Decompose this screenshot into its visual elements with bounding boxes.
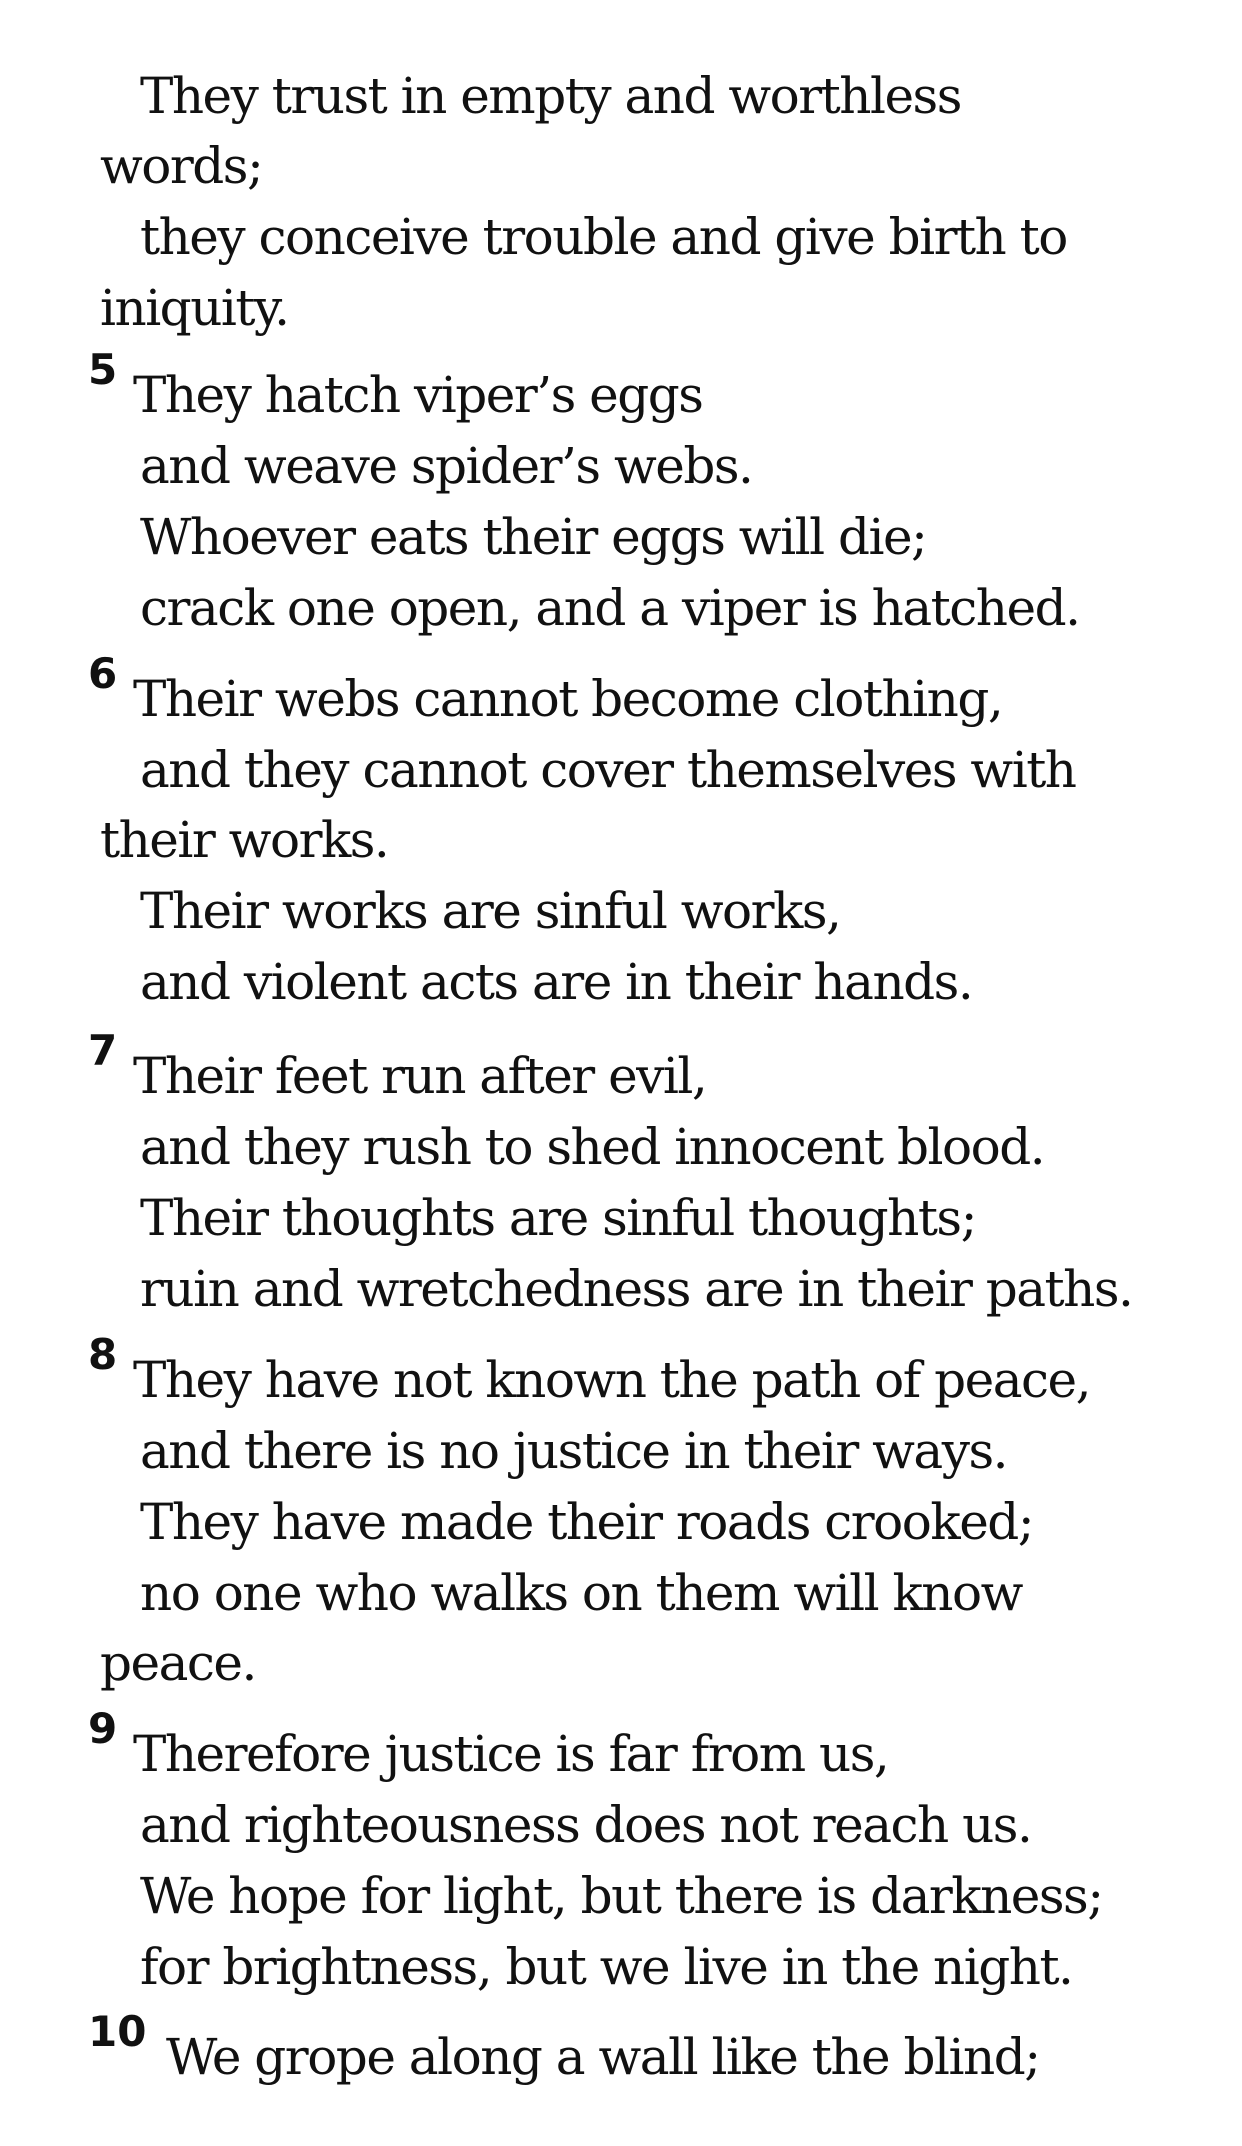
poetry-line: They hatch viper’s eggs: [133, 366, 703, 424]
poetry-line: Their works are sinful works,: [140, 882, 841, 940]
poetry-line: and there is no justice in their ways.: [140, 1422, 1008, 1480]
poetry-line: Their feet run after evil,: [133, 1047, 707, 1105]
poetry-line: Therefore justice is far from us,: [133, 1725, 889, 1783]
poetry-line: Whoever eats their eggs will die;: [140, 508, 927, 566]
verse-number: 7: [88, 1026, 118, 1075]
verse-number: 5: [88, 345, 118, 394]
poetry-line: and righteousness does not reach us.: [140, 1796, 1032, 1854]
poetry-line: and violent acts are in their hands.: [140, 953, 973, 1011]
poetry-line: crack one open, and a viper is hatched.: [140, 579, 1080, 637]
poetry-line: We grope along a wall like the blind;: [166, 2028, 1040, 2086]
poetry-line: for brightness, but we live in the night.: [140, 1938, 1073, 1996]
poetry-line: Their thoughts are sinful thoughts;: [140, 1189, 976, 1247]
poetry-line: and they rush to shed innocent blood.: [140, 1118, 1045, 1176]
verse-number: 6: [88, 649, 118, 698]
poetry-line: ruin and wretchedness are in their paths.: [140, 1260, 1133, 1318]
poetry-line-wrap: words;: [100, 137, 263, 195]
poetry-line-wrap: iniquity.: [100, 279, 289, 337]
poetry-line: they conceive trouble and give birth to: [140, 208, 1067, 266]
poetry-line: and they cannot cover themselves with: [140, 741, 1076, 799]
poetry-line: and weave spider’s webs.: [140, 437, 753, 495]
verse-number: 8: [88, 1330, 118, 1379]
verse-number: 10: [88, 2007, 147, 2056]
poetry-line: They trust in empty and worthless: [140, 67, 961, 125]
poetry-line: They have made their roads crooked;: [140, 1493, 1034, 1551]
poetry-line: They have not known the path of peace,: [133, 1351, 1090, 1409]
verse-number: 9: [88, 1704, 118, 1753]
poetry-line-wrap: peace.: [100, 1634, 256, 1692]
poetry-line: We hope for light, but there is darkness;: [140, 1867, 1103, 1925]
poetry-line-wrap: their works.: [100, 811, 389, 869]
poetry-line: Their webs cannot become clothing,: [133, 670, 1003, 728]
poetry-line: no one who walks on them will know: [140, 1564, 1022, 1622]
